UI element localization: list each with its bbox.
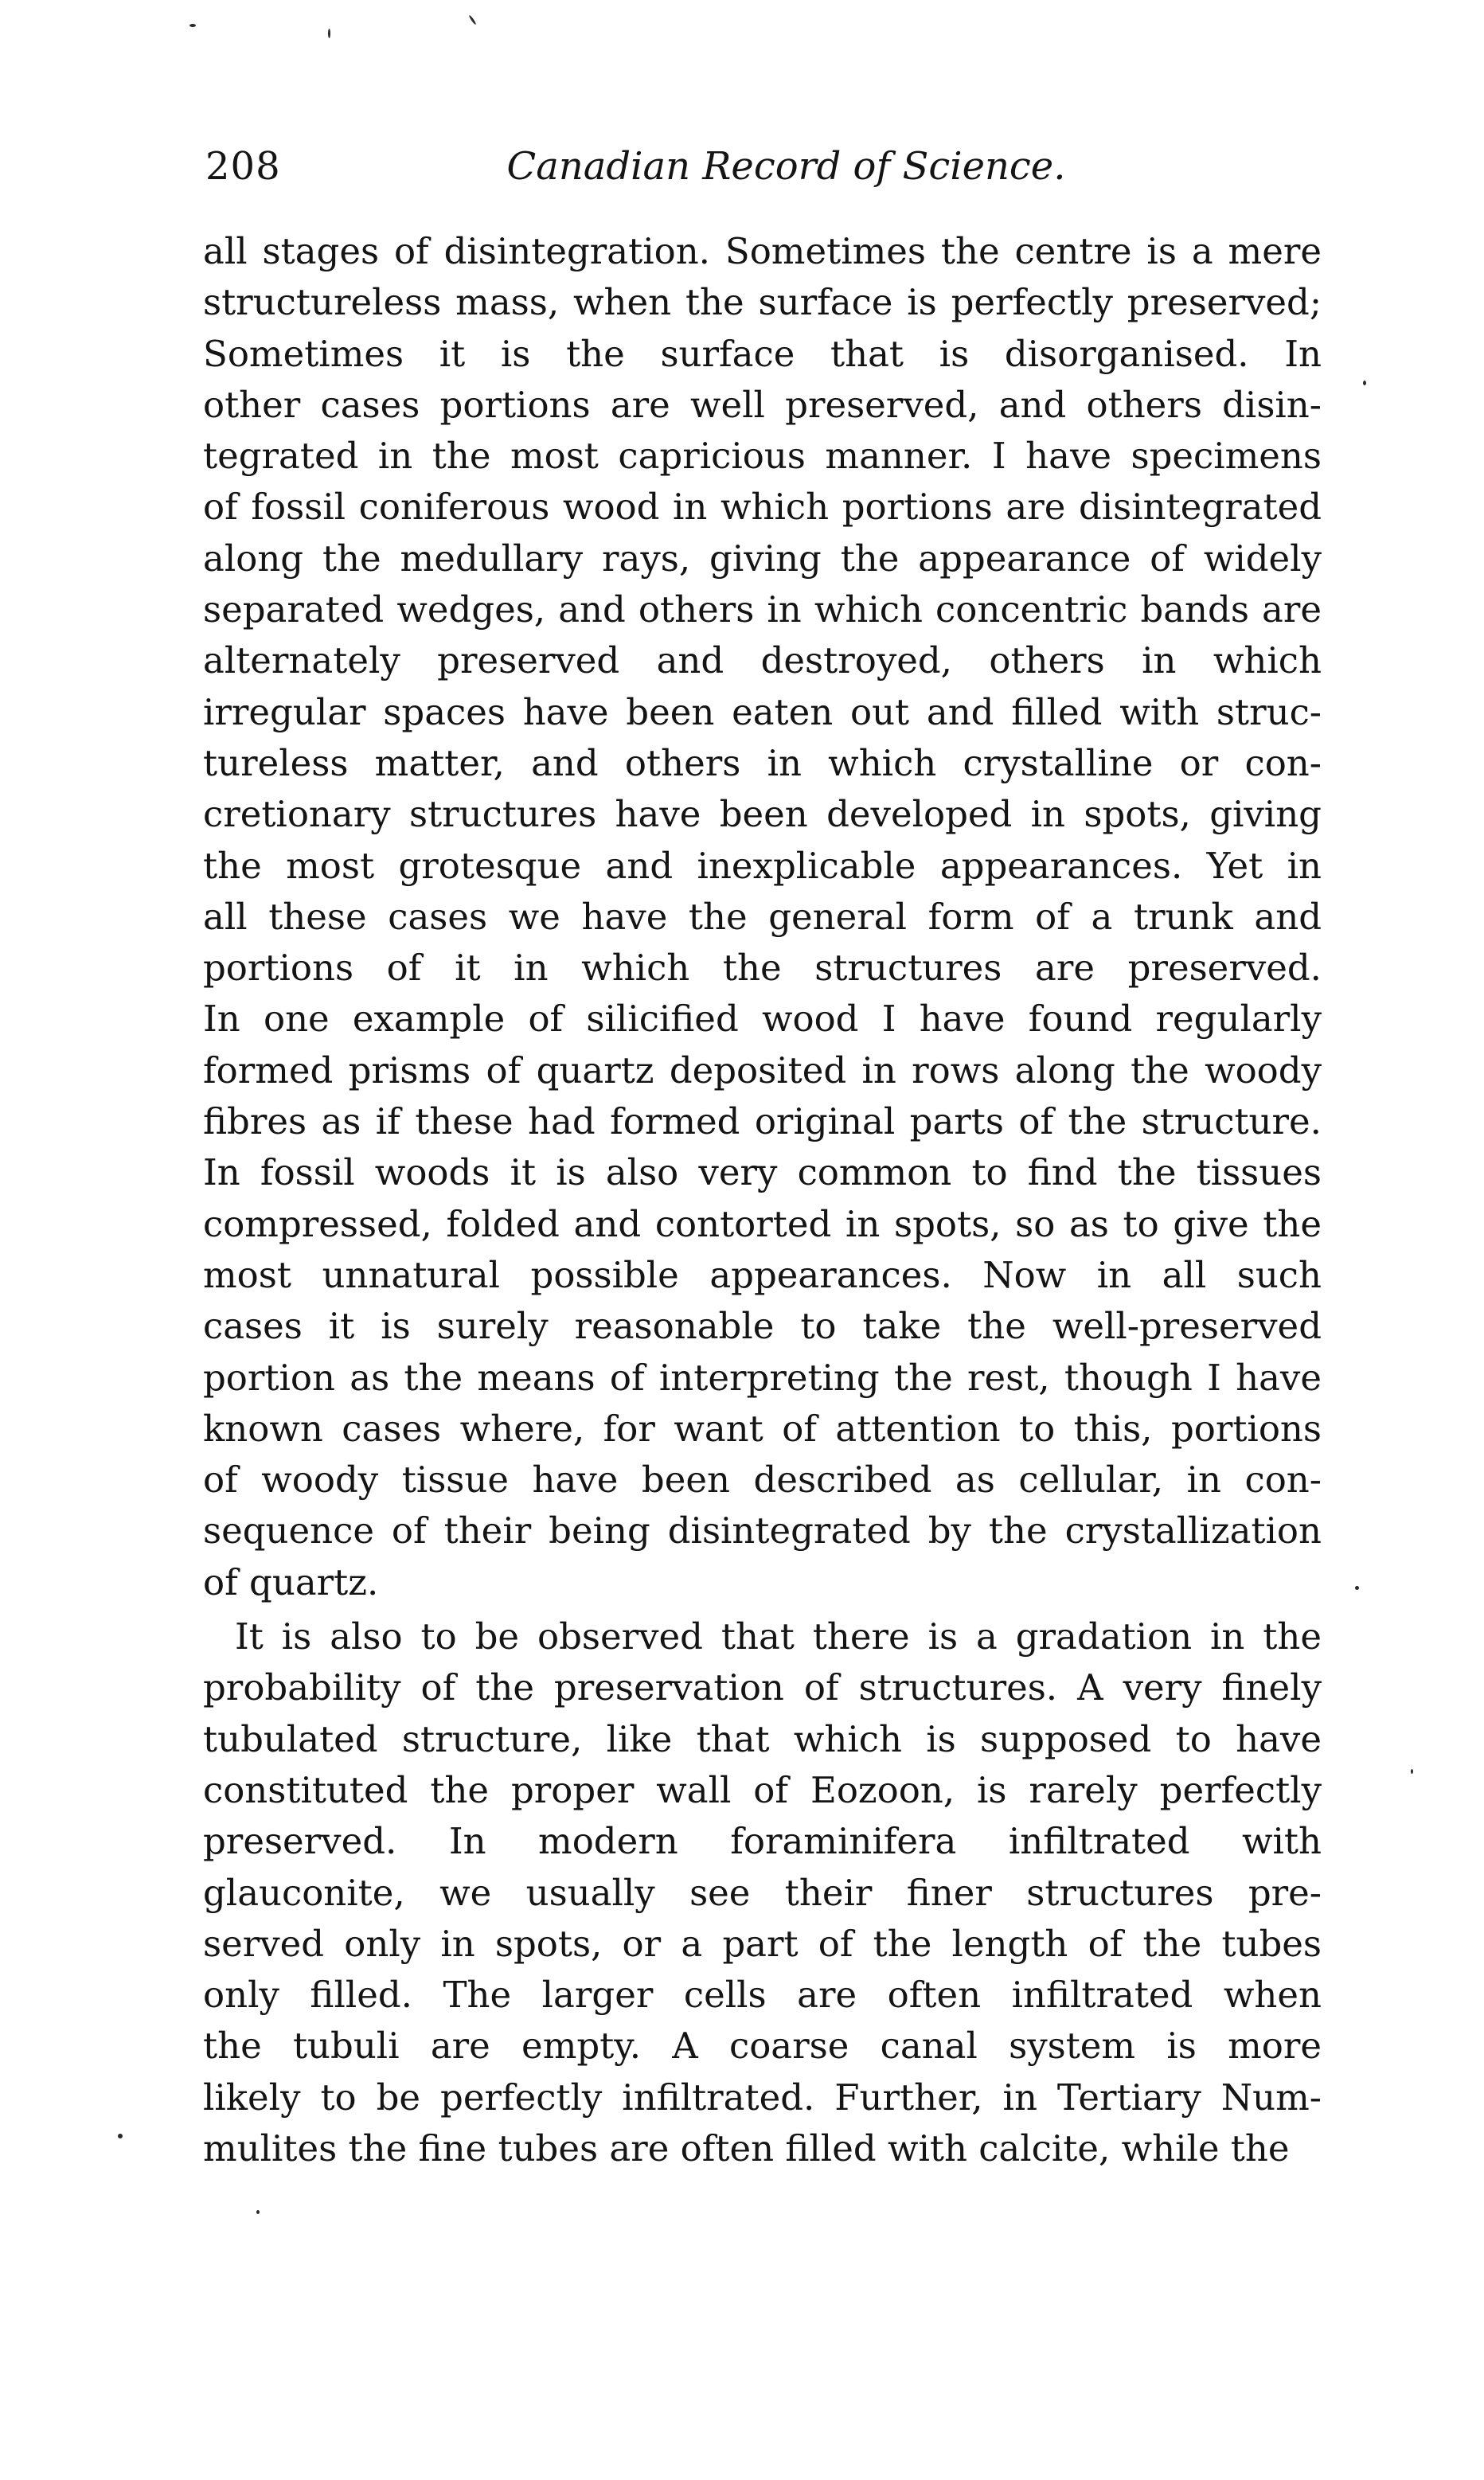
text-line: glauconite, we usually see their finer structures pre-: [203, 1871, 1322, 1914]
text-line: portion as the means of interpreting the rest, though I have: [203, 1356, 1322, 1399]
text-line: fibres as if these had formed original parts of the structure.: [203, 1100, 1322, 1143]
text-line: cases it is surely reasonable to take the well-preserved: [203, 1305, 1322, 1348]
text-line: mulites the fine tubes are often filled with calcite, while the: [203, 2127, 1290, 2170]
running-head: [203, 135, 1322, 197]
text-line: likely to be perfectly infiltrated. Further, in Tertiary Num-: [203, 2076, 1322, 2119]
print-speck: [256, 2210, 260, 2214]
text-line: other cases portions are well preserved, and others disin-: [203, 383, 1322, 426]
text-line: constituted the proper wall of Eozoon, is rarely perfectly: [203, 1768, 1322, 1811]
text-line: In one example of silicified wood I have found regularly: [203, 998, 1322, 1041]
text-line: irregular spaces have been eaten out and filled with struc-: [203, 690, 1322, 733]
text-line: tubulated structure, like that which is supposed to have: [203, 1717, 1322, 1760]
text-line: probability of the preservation of structures. A very finely: [203, 1666, 1322, 1709]
text-line: It is also to be observed that there is a gradation in the: [235, 1615, 1322, 1658]
text-line: only filled. The larger cells are often infiltrated when: [203, 1974, 1322, 2017]
text-line: tegrated in the most capricious manner. I have specimens: [203, 435, 1322, 478]
text-line: separated wedges, and others in which concentric bands are: [203, 588, 1322, 631]
text-line: alternately preserved and destroyed, others in which: [203, 639, 1322, 682]
text-line: formed prisms of quartz deposited in rows along the woody: [203, 1049, 1322, 1092]
text-line: most unnatural possible appearances. Now in all such: [203, 1253, 1322, 1296]
print-speck: [1363, 381, 1366, 385]
text-line: compressed, folded and contorted in spots, so as to give the: [203, 1202, 1322, 1245]
text-line: along the medullary rays, giving the appearance of widely: [203, 537, 1322, 580]
text-line: the most grotesque and inexplicable appearances. Yet in: [203, 844, 1322, 887]
print-speck: [328, 29, 330, 38]
text-line: of woody tissue have been described as cellular, in con-: [203, 1459, 1322, 1502]
text-line: sequence of their being disintegrated by the crystallization: [203, 1509, 1322, 1552]
text-line: known cases where, for want of attention to this, portions: [203, 1407, 1322, 1450]
text-line: of quartz.: [203, 1560, 379, 1603]
text-line: served only in spots, or a part of the length of the tubes: [203, 1922, 1322, 1965]
print-speck: [468, 14, 476, 25]
text-line: structureless mass, when the surface is perfectly preserved;: [203, 281, 1322, 324]
print-speck: [118, 2134, 123, 2138]
text-line: tureless matter, and others in which crystalline or con-: [203, 741, 1322, 784]
journal-title: Canadian Record of Science.: [506, 144, 1066, 189]
page-number: 208: [205, 144, 281, 189]
body-paragraph-2: [203, 1611, 1322, 2174]
text-line: the tubuli are empty. A coarse canal system is more: [203, 2025, 1322, 2068]
text-line: of fossil coniferous wood in which portions are disintegrated: [203, 486, 1322, 529]
text-line: Sometimes it is the surface that is disorganised. In: [203, 332, 1322, 375]
book-page: [203, 135, 1322, 2174]
print-speck: [1355, 1586, 1359, 1590]
text-line: portions of it in which the structures are preserved.: [203, 947, 1322, 990]
text-line: all these cases we have the general form of a trunk and: [203, 895, 1322, 938]
body-paragraph-1: [203, 226, 1322, 1608]
print-speck: [189, 24, 196, 27]
print-speck: [1411, 1769, 1413, 1774]
text-line: cretionary structures have been developed in spots, giving: [203, 793, 1322, 836]
text-line: In fossil woods it is also very common to find the tissues: [203, 1151, 1322, 1194]
text-line: preserved. In modern foraminifera infiltrated with: [203, 1820, 1322, 1863]
text-line: all stages of disintegration. Sometimes the centre is a mere: [203, 230, 1322, 272]
